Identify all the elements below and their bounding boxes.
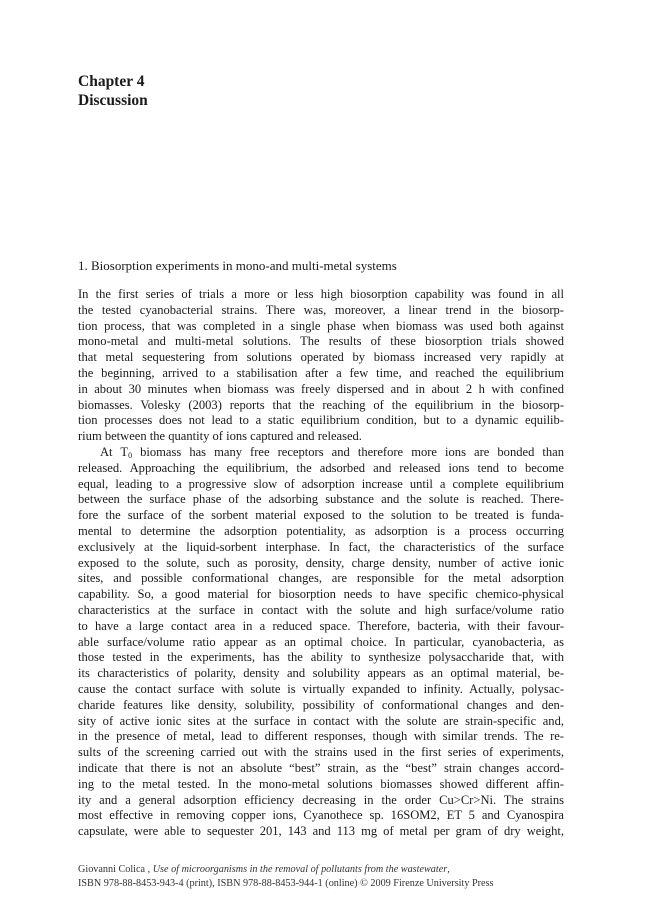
text-line: indicate that there is not an absolute “best” strain, as the “best” strain changes accord- [78, 760, 564, 775]
text-line: the tested cyanobacterial strains. There was, moreover, a linear trend in the biosorp- [78, 302, 564, 317]
text-line: ing to the metal tested. In the mono-metal solutions biomasses showed different affin- [78, 776, 564, 791]
text-line: ity and a general adsorption efficiency decreasing in the order Cu>Cr>Ni. The strains [78, 792, 564, 807]
paragraph-2 [78, 445, 564, 840]
text-line: to have a large contact area in a reduced space. Therefore, bacteria, with their favour- [78, 618, 564, 633]
text-line: tion processes does not lead to a static equilibrium condition, but to a dynamic equilib- [78, 413, 564, 428]
text-line: sites, and possible conformational changes, are responsible for the metal adsorption [78, 571, 564, 586]
text-line: those tested in the experiments, has the ability to synthesize polysaccharide that, with [78, 650, 564, 665]
line-rest: biomass has many free receptors and therefore more ions are bonded than [132, 444, 565, 459]
text-line: between the surface phase of the adsorbing substance and the solute is reached. There- [78, 492, 564, 507]
text-line: that metal sequestering from solutions operated by biomass increased very rapidly at [78, 350, 564, 365]
text-line: biomasses. Volesky (2003) reports that the reaching of the equilibrium in the biosorp- [78, 397, 564, 412]
text-line: the beginning, arrived to a stabilisation after a few time, and reached the equilibrium [78, 365, 564, 380]
text-line: cause the contact surface with solute is virtually expanded to infinity. Actually, polysac- [78, 681, 564, 696]
text-line: rium between the quantity of ions captured and released. [78, 429, 362, 444]
text-line: charide features like density, solubility, possibility of conformational changes and den- [78, 697, 564, 712]
text-line: fore the surface of the sorbent material exposed to the solution to be treated is funda- [78, 508, 564, 523]
text-line: mono-metal and multi-metal solutions. The results of these biosorption trials showed [78, 334, 564, 349]
isbn-line: ISBN 978-88-8453-943-4 (print), ISBN 978-88-8453-944-1 (online) © 2009 Firenze University Press [78, 878, 494, 889]
section-heading: 1. Biosorption experiments in mono-and multi-metal systems [78, 258, 397, 273]
text-line: exposed to the solute, such as porosity, density, charge density, number of active ionic [78, 555, 564, 570]
paragraph-1 [78, 287, 564, 445]
chapter-number: Chapter 4 [78, 73, 145, 90]
text-line: its characteristics of polarity, density and solubility appears as an optimal material, be- [78, 666, 564, 681]
text-line: released. Approaching the equilibrium, the adsorbed and released ions tend to become [78, 460, 564, 475]
text-line: capsulate, were able to sequester 201, 143 and 113 mg of metal per gram of dry weight, [78, 824, 564, 839]
text-line: capability. So, a good material for biosorption needs to have specific chemico-physical [78, 587, 564, 602]
text-line [78, 445, 564, 461]
text-line: equal, leading to a progressive slow of adsorption increase until a complete equilibrium [78, 476, 564, 491]
text-line: sity of active ionic sites at the surface in contact with the solute are strain-specific and, [78, 713, 564, 728]
footer-author: Giovanni Colica , [78, 864, 153, 875]
text-line: In the first series of trials a more or less high biosorption capability was found in all [78, 287, 564, 301]
page-footer [78, 863, 568, 891]
footer-title-suffix: , [447, 864, 450, 875]
body-text [78, 287, 564, 840]
text-line: sults of the screening carried out with the strains used in the first series of experiments, [78, 745, 564, 760]
citation-line [78, 863, 568, 877]
t0-prefix: At T [100, 444, 129, 459]
text-line: exclusively at the liquid-sorbent interphase. In fact, the characteristics of the surface [78, 539, 564, 554]
t0-subscript: 0 [128, 450, 133, 460]
chapter-heading [78, 72, 148, 110]
text-line: most effective in removing copper ions, Cyanothece sp. 16SOM2, ET 5 and Cyanospira [78, 808, 564, 823]
text-line: able surface/volume ratio appear as an optimal choice. In particular, cyanobacteria, as [78, 634, 564, 649]
text-line: in about 30 minutes when biomass was freely dispersed and in about 2 h with confined [78, 381, 564, 396]
text-line: characteristics at the surface in contact with the solute and high surface/volume ratio [78, 602, 564, 617]
chapter-title: Discussion [78, 92, 148, 109]
text-line: mental to determine the adsorption potentiality, as adsorption is a process occurring [78, 523, 564, 538]
text-line: tion process, that was completed in a single phase when biomass was used both against [78, 318, 564, 333]
text-line: in the presence of metal, lead to different responses, though with similar trends. The re- [78, 729, 564, 744]
footer-book-title: Use of microorganisms in the removal of pollutants from the wastewater [152, 864, 448, 875]
